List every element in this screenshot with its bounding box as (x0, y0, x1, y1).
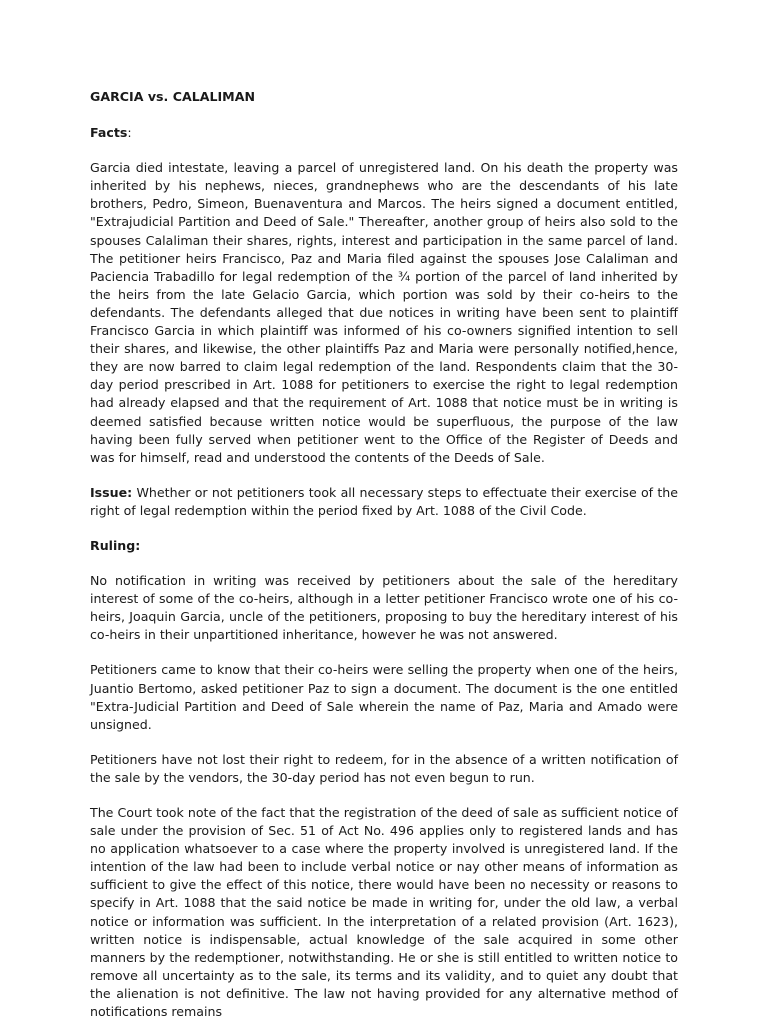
ruling-heading: Ruling: (90, 537, 141, 553)
ruling-paragraph-1: No notification in writing was received by petitioners about the sale of the hereditary interest of some of the co-heirs, although in a letter petitioner Francisco wrote one of his co-heirs, Joaquin Garcia, uncle of the petitioners, proposing to buy the hereditary interest of his co-heirs in their unpartitioned inheritance, however he was not answered. (90, 573, 678, 643)
facts-heading-colon: : (127, 125, 132, 141)
document-title: GARCIA vs. CALALIMAN (90, 89, 256, 104)
ruling-paragraph-3: Petitioners have not lost their right to redeem, for in the absence of a written notification of the sale by the vendors, the 30-day period has not even begun to run. (90, 751, 678, 785)
facts-heading-label: Facts (90, 125, 128, 141)
document-body (90, 88, 678, 1024)
issue-paragraph (90, 484, 678, 520)
ruling-paragraph-2: Petitioners came to know that their co-heirs were selling the property when one of the heirs, Juantio Bertomo, asked petitioner Paz to sign a document. The document is the one entitled "Extra-Judicial Partition and Deed of Sale wherein the name of Paz, Maria and Amado were unsigned. (90, 662, 678, 732)
ruling-paragraph-4: The Court took note of the fact that the registration of the deed of sale as sufficient notice of sale under the provision of Sec. 51 of Act No. 496 applies only to registered lands and has no application whatsoever to a case where the property involved is unregistered land. If the intention of the law had been to include verbal notice or nay other means of information as sufficient to give the effect of this notice, there would have been no necessity or reasons to specify in Art. 1088 that the said notice be made in writing for, under the old law, a verbal notice or information was sufficient. In the interpretation of a related provision (Art. 1623), written notice is indispensable, actual knowledge of the sale acquired in some other manners by the redemptioner, notwithstanding. He or she is still entitled to written notice to remove all uncertainty as to the sale, its terms and its validity, and to quiet any doubt that the alienation is not definitive. The law not having provided for any alternative method of notifications remains (90, 805, 678, 1020)
facts-heading (90, 124, 678, 142)
facts-paragraph: Garcia died intestate, leaving a parcel of unregistered land. On his death the property was inherited by his nephews, nieces, grandnephews who are the descendants of his late brothers, Pedro, Simeon, Buenaventura and Marcos. The heirs signed a document entitled, "Extrajudicial Partition and Deed of Sale." Thereafter, another group of heirs also sold to the spouses Calaliman their shares, rights, interest and participation in the same parcel of land. The petitioner heirs Francisco, Paz and Maria filed against the spouses Jose Calaliman and Paciencia Trabadillo for legal redemption of the ¾ portion of the parcel of land inherited by the heirs from the late Gelacio Garcia, which portion was sold by their co-heirs to the defendants. The defendants alleged that due notices in writing have been sent to plaintiff Francisco Garcia in which plaintiff was informed of his co-owners signified intention to sell their shares, and likewise, the other plaintiffs Paz and Maria were personally notified,hence, they are now barred to claim legal redemption of the land. Respondents claim that the 30-day period prescribed in Art. 1088 for petitioners to exercise the right to legal redemption had already elapsed and that the requirement of Art. 1088 that notice must be in writing is deemed satisfied because written notice would be superfluous, the purpose of the law having been fully served when petitioner went to the Office of the Register of Deeds and was for himself, read and understood the contents of the Deeds of Sale. (90, 160, 678, 465)
issue-label: Issue: (90, 484, 133, 500)
issue-text: Whether or not petitioners took all necessary steps to effectuate their exercise of the right of legal redemption within the period fixed by Art. 1088 of the Civil Code. (90, 484, 678, 518)
